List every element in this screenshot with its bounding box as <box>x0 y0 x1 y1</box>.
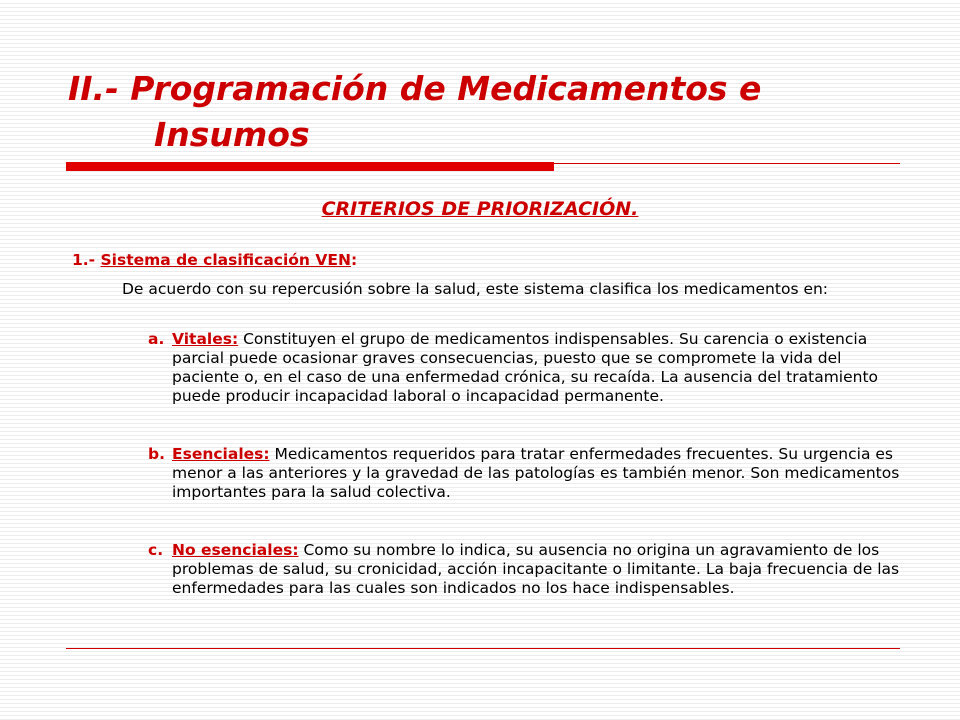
section-suffix: : <box>350 251 358 269</box>
list-item-text: Constituyen el grupo de medicamentos indispensables. Su carencia o existencia parcial puede ocasionar graves consecuencias, puesto que se compromete la vida del paciente o, en el caso de una enfermedad crónica, su recaída. La ausencia del tratamiento puede producir incapacidad laboral o incapacidad permanente. <box>172 330 879 405</box>
list-marker: c. <box>148 541 164 559</box>
section-number: 1.- <box>72 251 96 269</box>
list-marker: b. <box>148 445 165 463</box>
list-item-no-esenciales <box>148 541 908 598</box>
title-underline-thin <box>554 163 900 164</box>
list-item-text: Como su nombre lo indica, su ausencia no origina un agravamiento de los problemas de salud, su cronicidad, acción incapacitante o limitante. La baja frecuencia de las enfermedades para las cuales son indicados no los hace indispensables. <box>172 541 900 597</box>
intro-paragraph: De acuerdo con su repercusión sobre la salud, este sistema clasifica los medicamentos en: <box>122 280 829 298</box>
title-line-1: II.- Programación de Medicamentos e <box>68 69 762 108</box>
list-item-body <box>172 541 908 598</box>
title-underline-thick <box>66 162 554 171</box>
list-item-term: Vitales: <box>172 330 239 348</box>
list-item-body <box>172 330 908 406</box>
list-item-body <box>172 445 908 502</box>
list-item-vitales <box>148 330 908 406</box>
slide-subtitle: CRITERIOS DE PRIORIZACIÓN. <box>321 198 639 220</box>
list-item-esenciales <box>148 445 908 502</box>
list-item-text: Medicamentos requeridos para tratar enfermedades frecuentes. Su urgencia es menor a las anteriores y la gravedad de las patologías es también menor. Son medicamentos importantes para la salud colectiva. <box>172 445 900 501</box>
title-line-2: Insumos <box>154 115 310 154</box>
section-heading <box>72 250 357 270</box>
list-item-term: Esenciales: <box>172 445 270 463</box>
list-item-term: No esenciales: <box>172 541 299 559</box>
section-label: Sistema de clasificación VEN <box>100 251 351 269</box>
bottom-divider <box>66 648 900 649</box>
list-marker: a. <box>148 330 165 348</box>
slide-title <box>68 66 928 158</box>
